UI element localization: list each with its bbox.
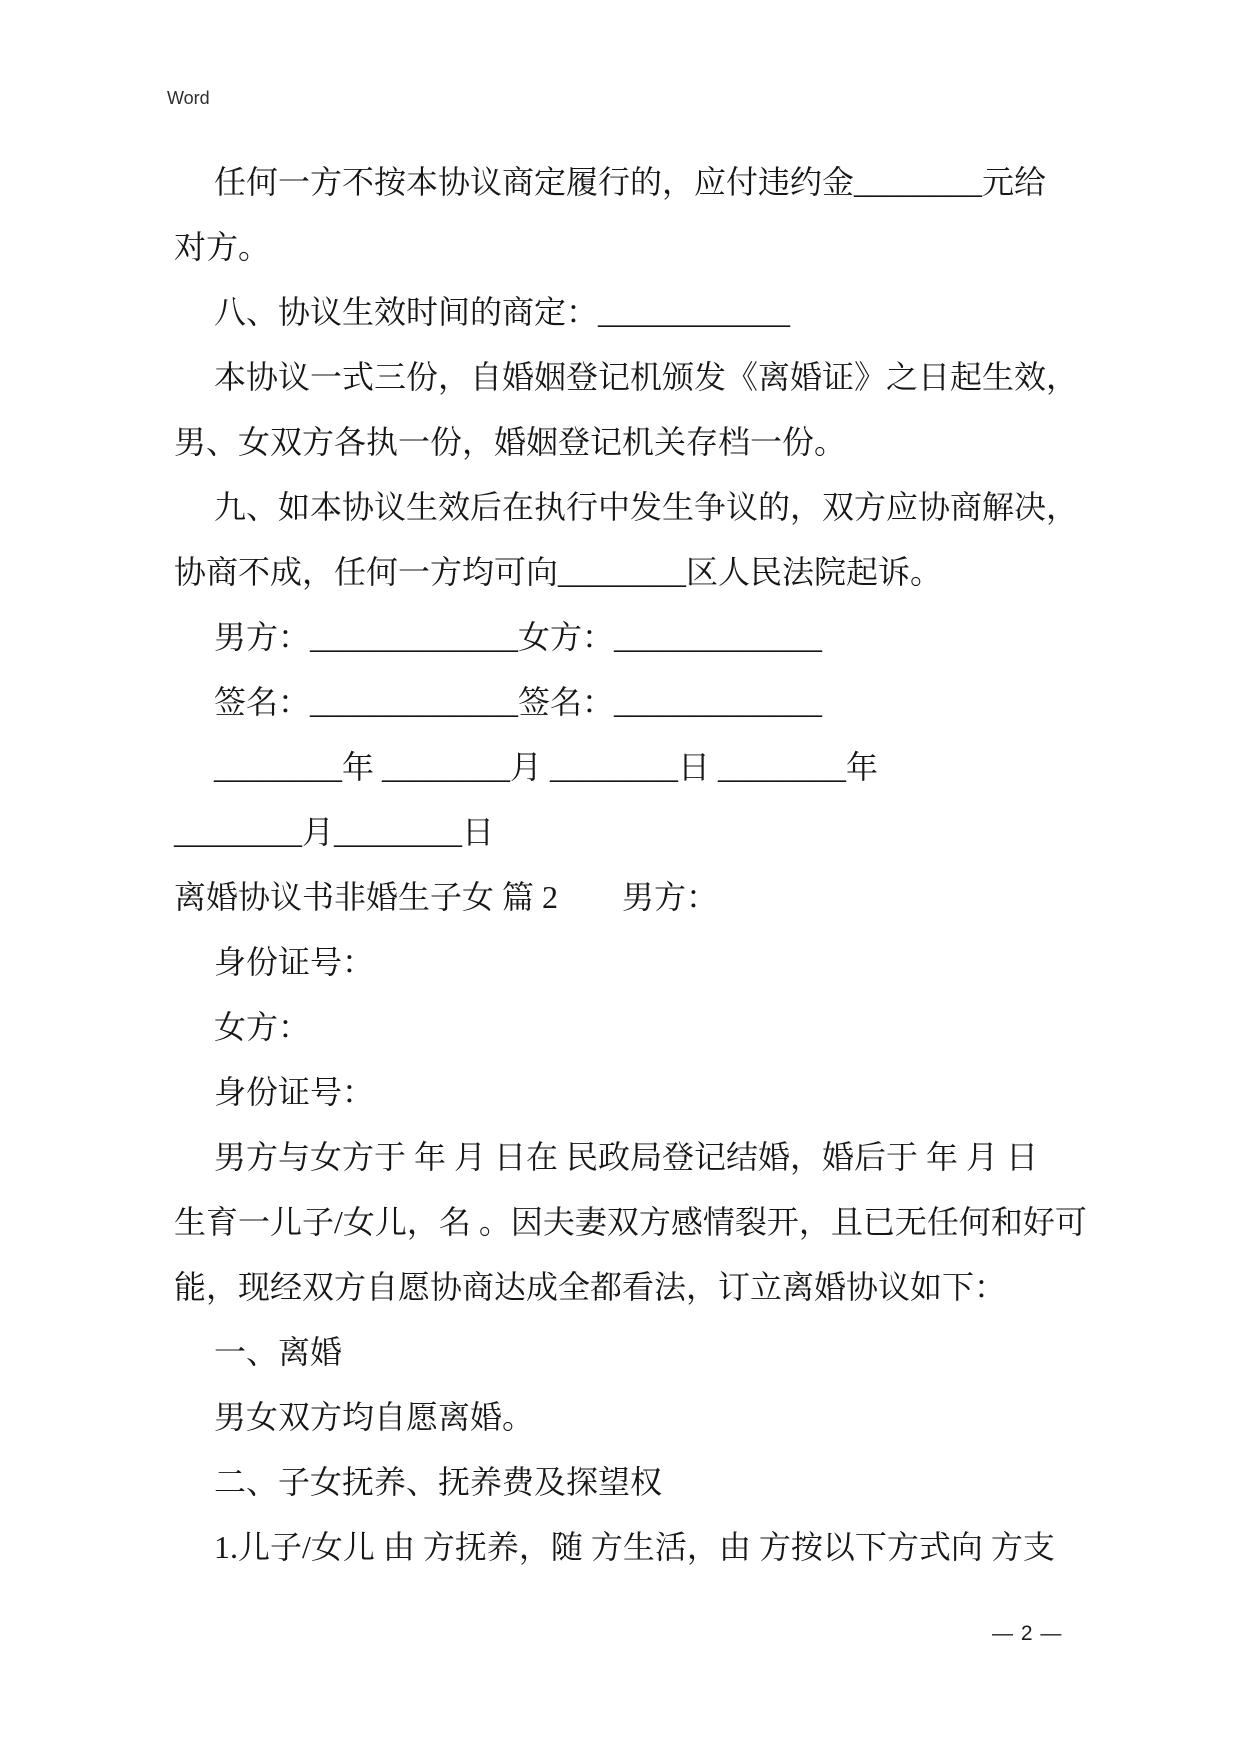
document-line: 身份证号： bbox=[214, 944, 375, 980]
document-line: 能，现经双方自愿协商达成全都看法，订立离婚协议如下： bbox=[174, 1269, 1007, 1305]
document-line: 九、如本协议生效后在执行中发生争议的，双方应协商解决， bbox=[214, 489, 1079, 525]
document-line: 男女双方均自愿离婚。 bbox=[214, 1399, 535, 1435]
document-line: 女方： bbox=[214, 1009, 311, 1045]
document-body[interactable] bbox=[174, 150, 1094, 1580]
document-line: 男、女双方各执一份，婚姻登记机关存档一份。 bbox=[174, 424, 847, 460]
document-line: 一、离婚 bbox=[214, 1334, 343, 1370]
document-line: 本协议一式三份，自婚姻登记机颁发《离婚证》之日起生效， bbox=[214, 359, 1079, 395]
document-line: 任何一方不按本协议商定履行的，应付违约金________元给 bbox=[214, 164, 1047, 200]
document-line: 男方：_____________女方：_____________ bbox=[214, 619, 823, 655]
word-app-label: Word bbox=[167, 88, 210, 108]
document-line: ________年 ________月 ________日 ________年 bbox=[214, 749, 879, 785]
document-line: 八、协议生效时间的商定：____________ bbox=[214, 294, 791, 330]
document-line: 对方。 bbox=[174, 229, 271, 265]
document-line: 1.儿子/女儿 由 方抚养，随 方生活，由 方按以下方式向 方支 bbox=[214, 1529, 1055, 1565]
document-line: ________月________日 bbox=[174, 814, 495, 850]
document-line: 生育一儿子/女儿，名 。因夫妻双方感情裂开，且已无任何和好可 bbox=[174, 1204, 1087, 1240]
document-line: 签名：_____________签名：_____________ bbox=[214, 684, 823, 720]
document-line: 男方与女方于 年 月 日在 民政局登记结婚，婚后于 年 月 日 bbox=[214, 1139, 1039, 1175]
document-line: 身份证号： bbox=[214, 1074, 375, 1110]
document-line: 二、子女抚养、抚养费及探望权 bbox=[214, 1464, 663, 1500]
document-line: 协商不成，任何一方均可向________区人民法院起诉。 bbox=[174, 554, 943, 590]
page-number: — 2 — bbox=[992, 1622, 1063, 1645]
document-line: 离婚协议书非婚生子女 篇 2 男方： bbox=[174, 879, 719, 915]
